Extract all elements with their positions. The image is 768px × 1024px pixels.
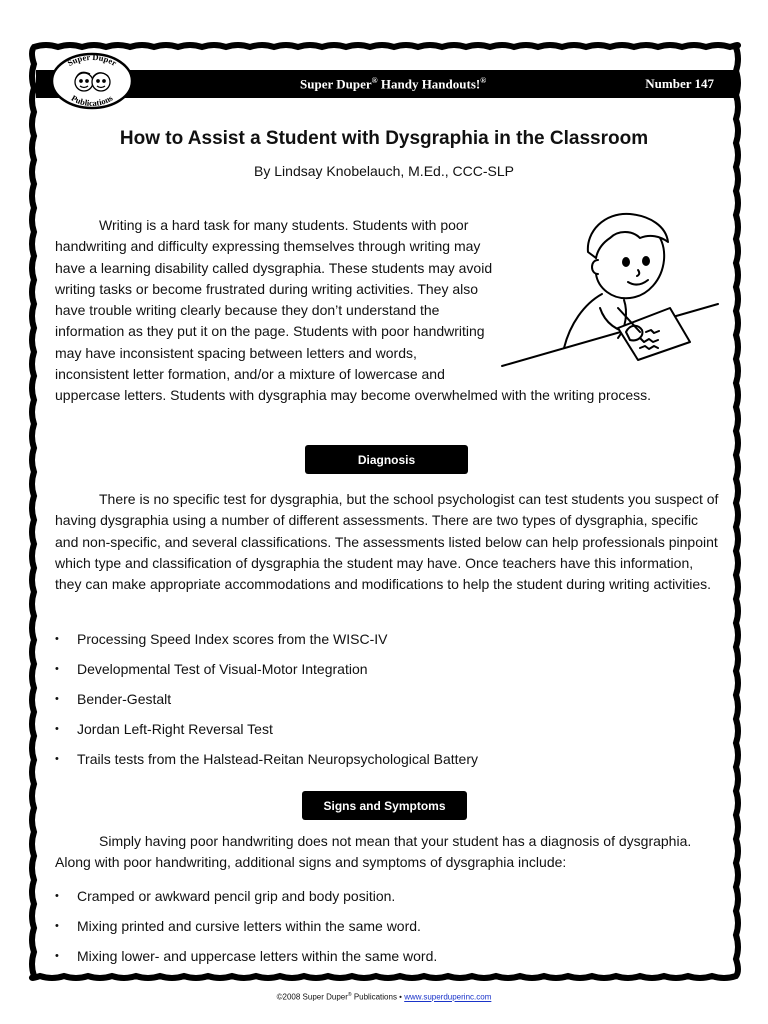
footer-copyright: ©2008 Super Duper bbox=[276, 992, 348, 1002]
assessment-list bbox=[55, 630, 715, 780]
handout-number: Number 147 bbox=[645, 76, 714, 91]
super-duper-logo bbox=[50, 52, 134, 110]
page-footer: ©2008 Super Duper® Publications • www.superduperinc.com bbox=[276, 992, 492, 1002]
signs-text: Simply having poor handwriting does not mean that your student has a diagnosis of dysgraphia. Along with poor handwriting, additional signs and symptoms of dysgraphia include: bbox=[55, 833, 692, 871]
signs-heading: Signs and Symptoms bbox=[302, 791, 467, 820]
signs-paragraph bbox=[55, 831, 715, 874]
list-item: • Bender-Gestalt bbox=[55, 690, 715, 720]
list-item: • Cramped or awkward pencil grip and body position. bbox=[55, 887, 715, 917]
diagnosis-text: There is no specific test for dysgraphia, but the school psychologist can test students you suspect of having dysgraphia using a number of different assessments. There are two types of dysgraphia, specific and non-specific, and several classifications. The assessments listed below can help professionals pinpoint which type and classification of dysgraphia the student may have. Once teachers have this information, they can make appropriate accommodations and modifications to help the student during writing activities. bbox=[55, 491, 719, 593]
list-item: • Mixing printed and cursive letters within the same word. bbox=[55, 917, 715, 947]
list-item: • Jordan Left-Right Reversal Test bbox=[55, 720, 715, 750]
diagnosis-heading: Diagnosis bbox=[305, 445, 468, 474]
list-item: • Processing Speed Index scores from the WISC-IV bbox=[55, 630, 715, 660]
header-title: Super Duper® Handy Handouts!® bbox=[300, 76, 487, 92]
symptoms-list bbox=[55, 887, 715, 977]
author-byline: By Lindsay Knobelauch, M.Ed., CCC-SLP bbox=[254, 163, 514, 179]
diagnosis-paragraph bbox=[55, 489, 723, 595]
intro-text: Writing is a hard task for many students. Students with poor handwriting and difficulty expressing themselves through writing may have a learning disability called dysgraphia. These students may avoid writing tasks or become frustrated during writing activities. They also have trouble writing clearly because they don’t understand the information as they put it on the page. Students with poor handwriting may have inconsistent spacing between letters and words, inconsistent letter formation, and/or a mixture of lowercase and uppercase letters. Students with dysgraphia may become overwhelmed with the writing process. bbox=[55, 217, 652, 404]
list-item: • Mixing lower- and uppercase letters within the same word. bbox=[55, 947, 715, 977]
list-item: • Trails tests from the Halstead-Reitan Neuropsychological Battery bbox=[55, 750, 715, 780]
list-item: • Developmental Test of Visual-Motor Integration bbox=[55, 660, 715, 690]
logo-text-bottom: Publications bbox=[69, 92, 115, 109]
website-link[interactable]: www.superduperinc.com bbox=[404, 992, 492, 1002]
intro-paragraph bbox=[55, 215, 715, 407]
article-title: How to Assist a Student with Dysgraphia in the Classroom bbox=[119, 128, 649, 149]
footer-publisher: Publications • bbox=[351, 992, 405, 1002]
logo-text-top: Super Duper bbox=[65, 52, 119, 68]
header-bar bbox=[36, 70, 736, 98]
